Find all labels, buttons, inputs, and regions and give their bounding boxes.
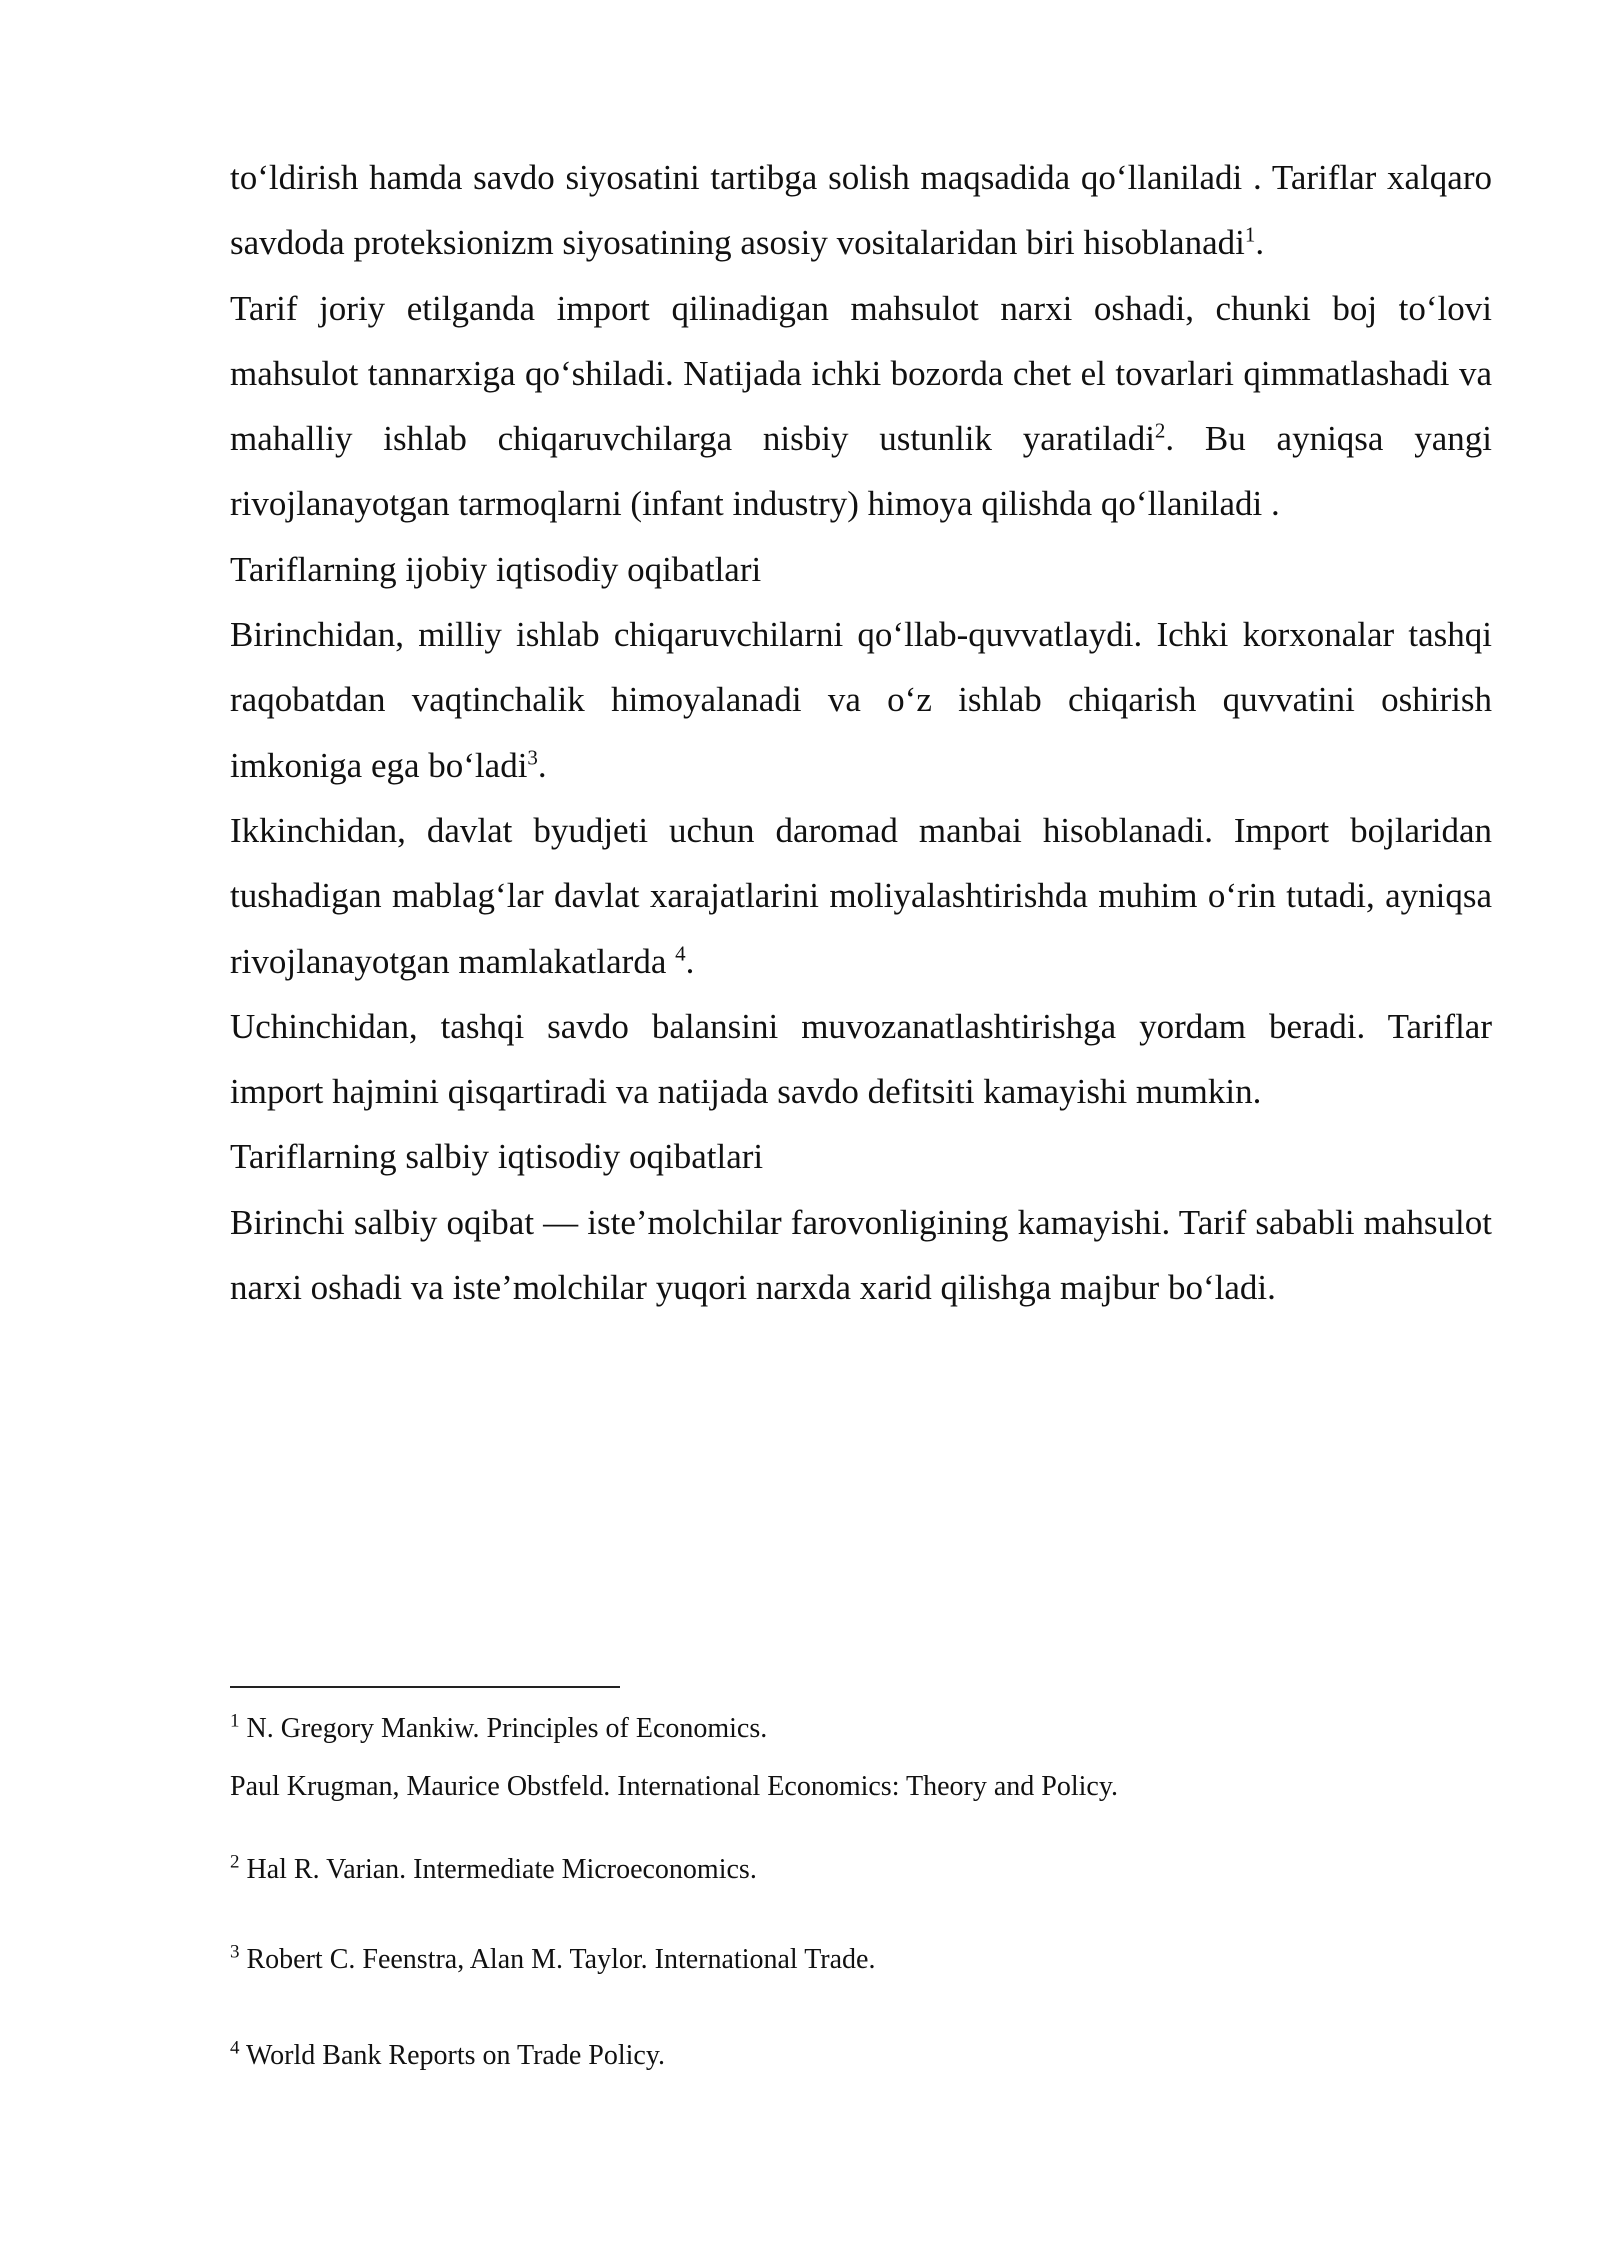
footnote-ref-1[interactable]: 1 [1244, 222, 1256, 247]
paragraph-first-positive: Birinchidan, milliy ishlab chiqaruvchilarni qo‘llab-quvvatlaydi. Ichki korxonalar tashqi raqobatdan vaqtinchalik himoyalanadi va o‘z ishlab chiqarish quvvatini oshirish imkoniga ega bo‘ladi$^3$. [230, 615, 1492, 785]
footnote-2 [230, 1852, 757, 1888]
paragraph-intro: to‘ldirish hamda savdo siyosatini tartibga solish maqsadida qo‘llaniladi . Tariflar xalqaro savdoda proteksionizm siyosatining asosiy vositalaridan biri hisoblanadi$^1$. [230, 158, 1492, 263]
footnote-number: 2 [230, 1851, 240, 1873]
footnote-text: N. Gregory Mankiw. Principles of Economics. [246, 1713, 768, 1744]
paragraph-third-positive: Uchinchidan, tashqi savdo balansini muvozanatlashtirishga yordam beradi. Tariflar import hajmini qisqartiradi va natijada savdo defitsiti kamayishi mumkin. [230, 1006, 1492, 1112]
paragraph-first-negative: Birinchi salbiy oqibat — iste’molchilar farovonligining kamayishi. Tarif sababli mahsulot narxi oshadi va iste’molchilar yuqori narxda xarid qilishga majbur bo‘ladi. [230, 1202, 1492, 1308]
footnote-number: 3 [230, 1941, 240, 1963]
heading-negative-effects: Tariflarning salbiy iqtisodiy oqibatlari [230, 1137, 764, 1177]
footnote-ref-2[interactable]: 2 [1154, 418, 1166, 443]
paragraph-second-positive: Ikkinchidan, davlat byudjeti uchun daromad manbai hisoblanadi. Import bojlaridan tushadigan mablag‘lar davlat xarajatlarini moliyalashtirishda muhim o‘rin tutadi, ayniqsa rivojlanayotgan mamlakatlarda $^4$. [230, 810, 1492, 981]
footnote-number: 1 [230, 1710, 240, 1732]
footnote-text: World Bank Reports on Trade Policy. [246, 2040, 666, 2071]
footnote-text: Robert C. Feenstra, Alan M. Taylor. International Trade. [246, 1944, 876, 1975]
footnote-ref-3[interactable]: 3 [527, 745, 538, 770]
footnote-text: Hal R. Varian. Intermediate Microeconomics. [246, 1854, 757, 1885]
footnote-text: Paul Krugman, Maurice Obstfeld. International Economics: Theory and Policy. [230, 1771, 1119, 1802]
footnote-number: 4 [230, 2037, 240, 2059]
footnote-4 [230, 2038, 665, 2074]
footnote-1-continued [230, 1769, 1118, 1805]
footnote-separator [230, 1686, 620, 1688]
heading-positive-effects: Tariflarning ijobiy iqtisodiy oqibatlari [230, 549, 762, 589]
footnote-ref-4[interactable]: 4 [675, 940, 686, 965]
footnote-3 [230, 1942, 876, 1978]
body-text [230, 145, 1492, 1320]
paragraph-tariff-effect: Tarif joriy etilganda import qilinadigan mahsulot narxi oshadi, chunki boj to‘lovi mahsulot tannarxiga qo‘shiladi. Natijada ichki bozorda chet el tovarlari qimmatlashadi va mahalliy ishlab chiqaruvchilarga nisbiy ustunlik yaratiladi$^2$. Bu ayniqsa yangi rivojlanayotgan tarmoqlarni (infant industry) himoya qilishda qo‘llaniladi . [230, 288, 1492, 524]
footnote-1 [230, 1711, 767, 1747]
